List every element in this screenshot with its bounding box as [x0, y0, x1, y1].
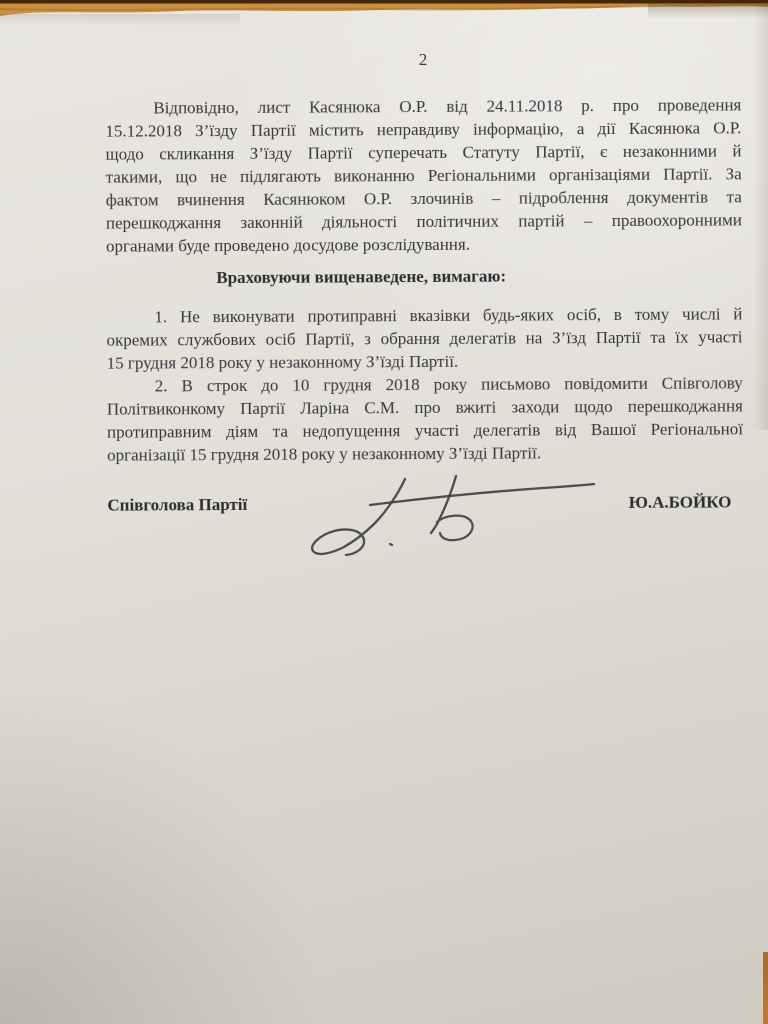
shadow-overlay: [754, 0, 768, 430]
text-line: протиправним діям та недопущення участі делегатів від Вашої Регіональної: [106, 419, 744, 442]
signature-stroke-flourish: [431, 476, 473, 540]
text-line: організації 15 грудня 2018 року у незаконному З’їзді Партії.: [107, 443, 542, 465]
text-line: Політвиконкому Партії Ларіна С.М. про вжиті заходи щодо перешкоджання: [106, 396, 743, 419]
text-line: фактом вчинення Касянюком О.Р. злочинів – підроблення документів та: [105, 187, 742, 210]
signature-title: Співголова Партії: [107, 494, 248, 515]
demand-item-1: [106, 302, 742, 374]
signature-name: Ю.А.БОЙКО: [628, 492, 732, 512]
table-edge-right-sliver: [763, 952, 768, 1024]
text-line: Відповідно, лист Касянюка О.Р. від 24.11.2018 р. про проведення: [153, 95, 742, 118]
page-number: 2: [418, 49, 428, 70]
shadow-overlay: [648, 3, 768, 19]
signature-stroke-sweep: [370, 484, 594, 505]
shadow-overlay: [0, 14, 240, 26]
demand-item-2: [107, 371, 743, 466]
text-line: перешкоджання законній діяльності політичних партій – правоохоронними: [105, 210, 742, 233]
section-heading: Враховуючи вищенаведене, вимагаю:: [216, 266, 507, 288]
paragraph-intro: [105, 93, 742, 257]
text-line: такими, що не підлягають виконанню Регіональними організаціями Партії. За: [105, 164, 742, 187]
text-line: 2. В строк до 10 грудня 2018 року письмово повідомити Співголову: [154, 373, 743, 396]
handwritten-signature: [296, 460, 608, 568]
text-line: окремих службових осіб Партії, з обрання делегатів на З’їзд Партії та їх участі: [106, 327, 743, 350]
signature-dot: [390, 544, 392, 545]
text-line: органами буде проведено досудове розслідування.: [105, 234, 471, 256]
document-page: [105, 46, 743, 516]
text-line: 15.12.2018 З’їзду Партії містить неправдиву інформацію, а дії Касянюка О.Р.: [105, 118, 742, 141]
text-line: 15 грудня 2018 року у незаконному З’їзді Партії.: [106, 351, 459, 373]
text-line: 1. Не виконувати протиправні вказівки будь-яких осіб, в тому числі й: [154, 304, 743, 327]
text-line: щодо скликання З’їзду Партії суперечать Статуту Партії, є незаконними й: [105, 141, 742, 164]
